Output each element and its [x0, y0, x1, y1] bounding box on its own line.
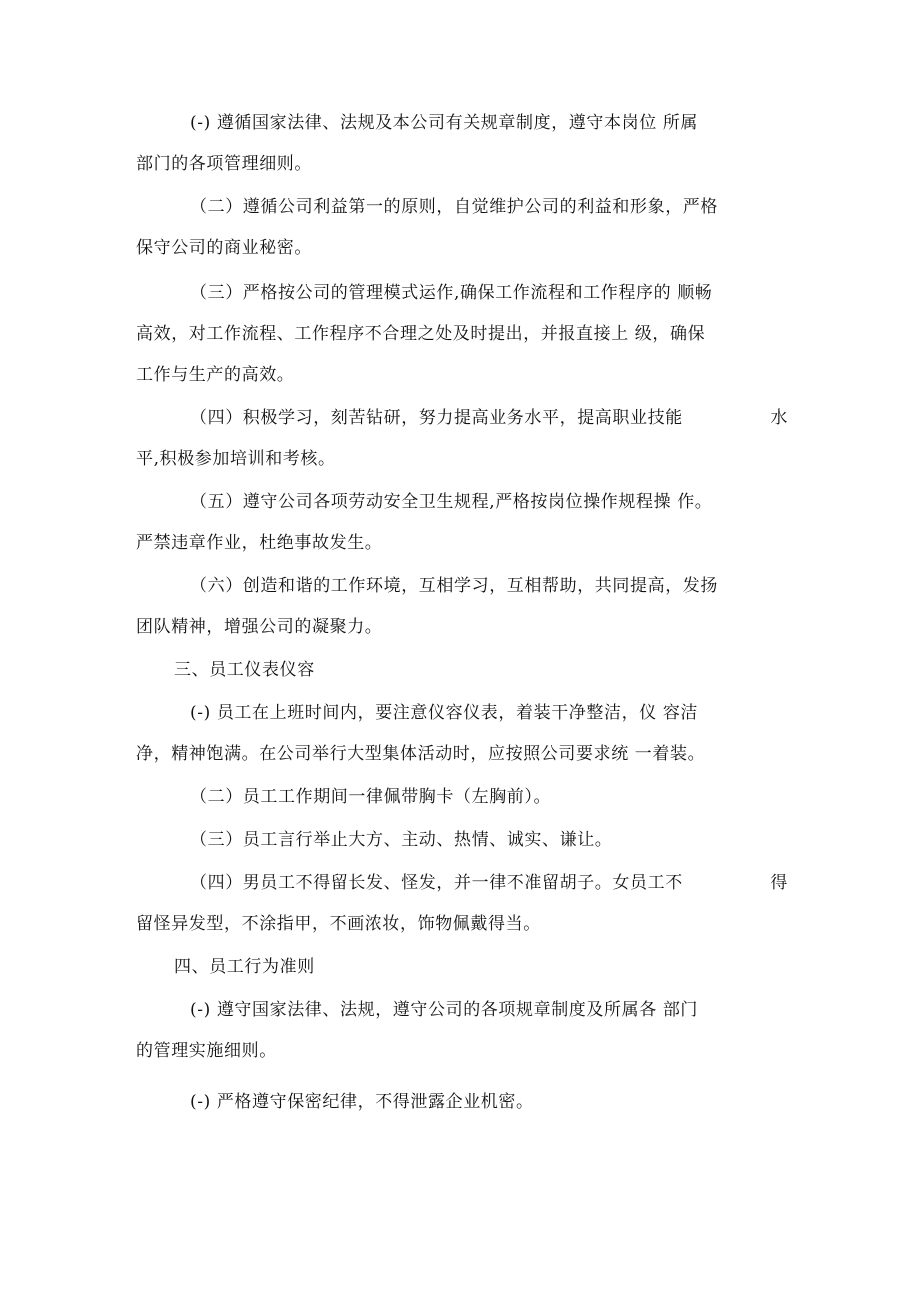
paragraph-6-line-2: 团队精神，增强公司的凝聚力。 [136, 617, 383, 637]
paragraph-10-line-1 [190, 871, 788, 895]
paragraph-5-line-2: 严禁违章作业，杜绝事故发生。 [136, 533, 383, 553]
paragraph-3-line-1: （三）严格按公司的管理模式运作,确保工作流程和工作程序的 顺畅 [190, 283, 713, 303]
paragraph-7-line-1: (-) 员工在上班时间内，要注意仪容仪表，着装干净整洁，仪 容洁 [190, 703, 699, 723]
paragraph-12-line-1: (-) 严格遵守保密纪律，不得泄露企业机密。 [190, 1092, 534, 1112]
paragraph-7-line-2: 净，精神饱满。在公司举行大型集体活动时，应按照公司要求统 一着装。 [136, 744, 706, 764]
paragraph-8-line-1: （二）员工工作期间一律佩带胸卡（左胸前）。 [190, 787, 552, 807]
paragraph-4-line-1-text: （四）积极学习，刻苦钻研，努力提高业务水平，提高职业技能 [190, 408, 683, 428]
section-heading-3: 三、员工仪表仪容 [174, 660, 315, 680]
section-heading-4: 四、员工行为准则 [174, 957, 315, 977]
paragraph-4-line-1-tail: 水 [770, 408, 788, 428]
paragraph-4-line-2: 平,积极参加培训和考核。 [136, 449, 336, 469]
paragraph-4-line-1 [190, 406, 788, 430]
paragraph-3-line-3: 工作与生产的高效。 [136, 365, 295, 385]
paragraph-6-line-1: （六）创造和谐的工作环境，互相学习，互相帮助，共同提高，发扬 [190, 576, 718, 596]
paragraph-9-line-1: （三）员工言行举止大方、主动、热情、诚实、谦让。 [190, 830, 613, 850]
paragraph-10-line-1-text: （四）男员工不得留长发、怪发，并一律不准留胡子。女员工不 [190, 873, 683, 893]
paragraph-1-line-2: 部门的各项管理细则。 [136, 154, 312, 174]
paragraph-10-line-2: 留怪异发型，不涂指甲，不画浓妆，饰物佩戴得当。 [136, 914, 541, 934]
paragraph-10-line-1-tail: 得 [770, 873, 788, 893]
paragraph-2-line-1: （二）遵循公司利益第一的原则，自觉维护公司的利益和形象，严格 [190, 197, 718, 217]
paragraph-2-line-2: 保守公司的商业秘密。 [136, 238, 312, 258]
paragraph-11-line-1: (-) 遵守国家法律、法规，遵守公司的各项规章制度及所属各 部门 [190, 1000, 699, 1020]
paragraph-5-line-1: （五）遵守公司各项劳动安全卫生规程,严格按岗位操作规程操 作。 [190, 492, 713, 512]
paragraph-11-line-2: 的管理实施细则。 [136, 1041, 277, 1061]
paragraph-1-line-1: (-) 遵循国家法律、法规及本公司有关规章制度，遵守本岗位 所属 [190, 113, 699, 133]
paragraph-3-line-2: 高效，对工作流程、工作程序不合理之处及时提出，并报直接上 级，确保 [136, 324, 706, 344]
